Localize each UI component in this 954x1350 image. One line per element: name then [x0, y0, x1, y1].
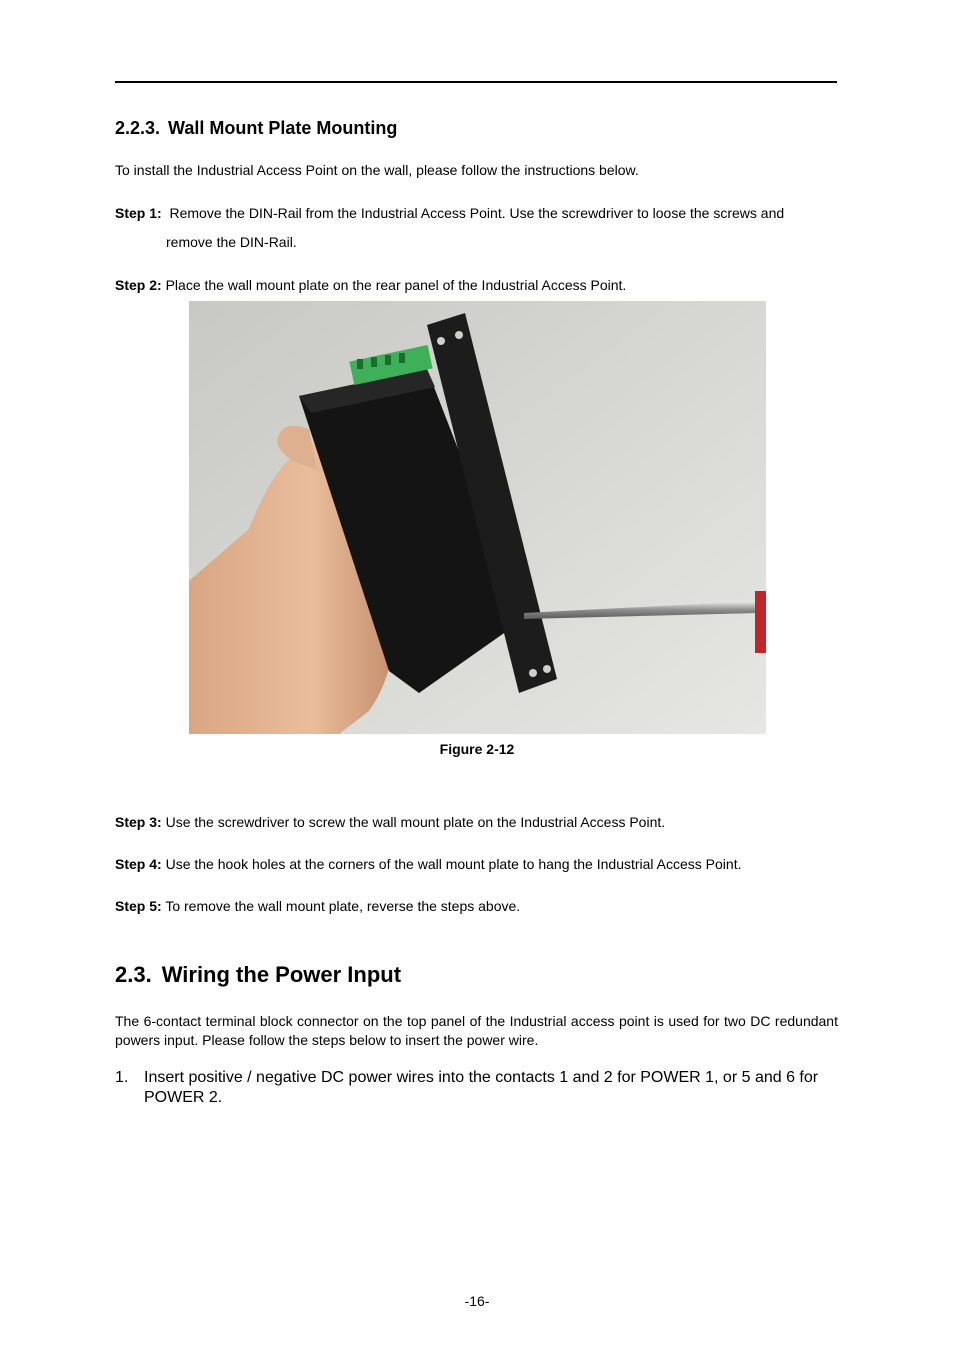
step-text: Remove the DIN-Rail from the Industrial Access Point. Use the screwdriver to loose the screws and	[169, 205, 785, 221]
step-text: Use the hook holes at the corners of the wall mount plate to hang the Industrial Access Point.	[165, 856, 742, 872]
section-heading-wiring	[115, 962, 401, 988]
list-item	[115, 1068, 838, 1108]
intro-paragraph: To install the Industrial Access Point on the wall, please follow the instructions below.	[115, 162, 639, 178]
figure-caption: Figure 2-12	[439, 741, 515, 757]
list-marker: 1.	[115, 1069, 129, 1086]
figure-photo-wall-mount-plate	[189, 301, 766, 734]
step-label: Step 3:	[115, 814, 162, 830]
step-text: Use the screwdriver to screw the wall mount plate on the Industrial Access Point.	[165, 814, 666, 830]
step-5	[115, 892, 520, 921]
section-title: Wiring the Power Input	[161, 962, 402, 987]
step-text: Place the wall mount plate on the rear panel of the Industrial Access Point.	[165, 277, 627, 293]
section-heading-wall-mount	[115, 118, 397, 139]
section-number: 2.3.	[115, 962, 152, 987]
step-1	[115, 199, 838, 257]
step-text-continuation: remove the DIN-Rail.	[166, 234, 297, 250]
wiring-intro-paragraph: The 6-contact terminal block connector on the top panel of the Industrial access point is used for two DC redundant powers input. Please follow the steps below to insert the power wire.	[115, 1013, 838, 1048]
step-4	[115, 850, 741, 879]
section-title: Wall Mount Plate Mounting	[168, 118, 398, 138]
step-2	[115, 271, 837, 300]
device-photo-illustration	[189, 301, 766, 734]
screwdriver-handle	[755, 591, 766, 653]
step-label: Step 5:	[115, 898, 162, 914]
header-rule	[115, 81, 837, 83]
step-text: To remove the wall mount plate, reverse the steps above.	[165, 898, 521, 914]
step-3	[115, 808, 665, 837]
step-label: Step 4:	[115, 856, 162, 872]
step-label: Step 1:	[115, 205, 162, 221]
section-number: 2.2.3.	[115, 118, 161, 138]
page-number: -16-	[464, 1293, 490, 1309]
step-label: Step 2:	[115, 277, 162, 293]
list-item-text: Insert positive / negative DC power wires into the contacts 1 and 2 for POWER 1, or 5 and 6 for POWER 2.	[144, 1069, 819, 1106]
